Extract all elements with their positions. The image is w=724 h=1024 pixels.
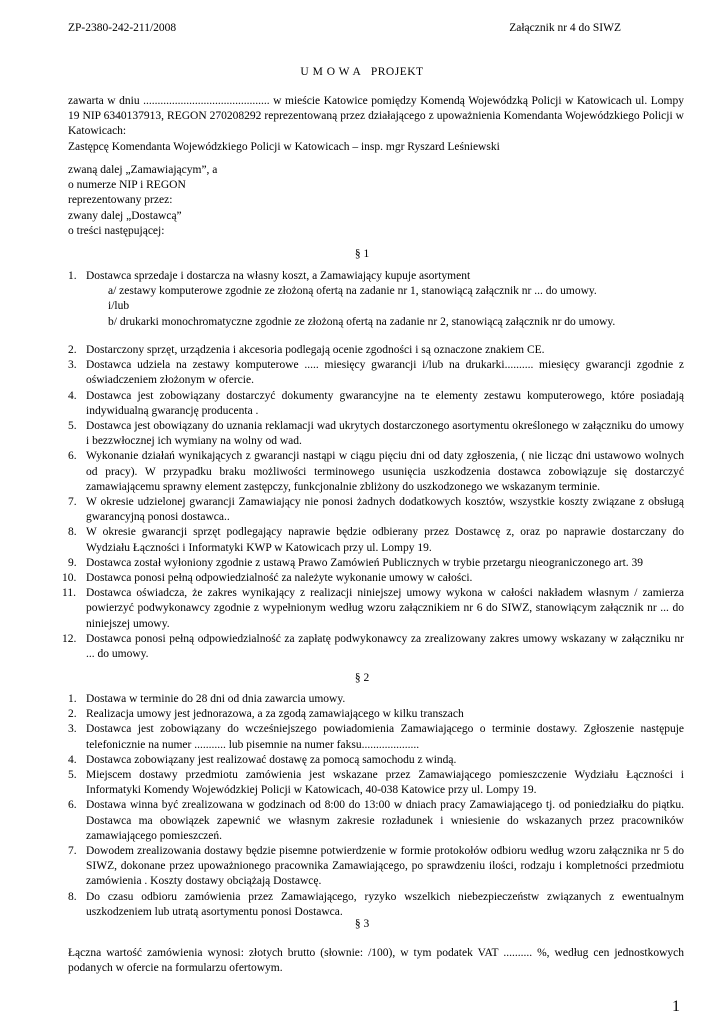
list-item xyxy=(68,343,684,358)
list-number: 3. xyxy=(68,359,77,372)
list-number: 2. xyxy=(68,344,77,356)
list-number: 7. xyxy=(68,845,77,858)
list-item xyxy=(68,707,684,722)
list-item xyxy=(68,556,684,571)
list-number: 11. xyxy=(62,587,76,600)
list-number: 6. xyxy=(68,799,77,812)
section-2-list xyxy=(68,692,684,920)
list-number: 10. xyxy=(62,572,77,585)
list-text: Dostawca został wyłoniony zgodnie z ustawą Prawo Zamówień Publicznych w trybie przetargu nieograniczonego art. 39 xyxy=(86,556,644,569)
list-item xyxy=(68,692,684,707)
list-text: Dostawca jest zobowiązany dostarczyć dokumenty gwarancyjne na te elementy zestawu komputerowego, które posiadają indywidualną gwarancję producenta . xyxy=(86,389,684,417)
list-text: Miejscem dostawy przedmiotu zamówienia jest wskazane przez Zamawiającego pomieszczenie Wydziału Łączności i Informatyki Komendy Wojewódzkiej Policji w Katowicach, 40-038 Katowice przy ul. Lompy 19. xyxy=(86,769,684,797)
section-3-paragraph: Łączna wartość zamówienia wynosi: złotych brutto (słownie: /100), w tym podatek VAT .......... %, według cen jednostkowych podanych w ofercie na formularzu ofertowym. xyxy=(68,947,684,975)
list-item xyxy=(68,844,684,890)
list-number: 3. xyxy=(68,723,77,736)
party-line: o treści następującej: xyxy=(68,224,165,237)
party-line: o numerze NIP i REGON xyxy=(68,179,186,192)
list-text: W okresie udzielonej gwarancji Zamawiający nie ponosi żadnych dodatkowych kosztów, wszystkie koszty związane z obsługą gwarancyjną ponosi dostawca.. xyxy=(86,496,684,524)
list-item xyxy=(68,449,684,495)
list-number: 8. xyxy=(68,526,77,539)
party-line: zwaną dalej „Zamawiającym”, a xyxy=(68,164,218,176)
list-text: Do czasu odbioru zamówienia przez Zamawiającego, ryzyko wszelkich niebezpieczeństw związanych z ewentualnym uszkodzeniem lub utratą asortymentu ponosi Dostawca. xyxy=(86,890,684,918)
section-1-item-1 xyxy=(68,269,684,330)
section-2-heading: § 2 xyxy=(354,672,370,684)
list-item xyxy=(68,419,684,449)
list-text: Dostawca ponosi pełną odpowiedzialność za zapłatę podwykonawcy za zrealizowany zakres umowy wskazany w załączniku nr ... do umowy. xyxy=(86,632,684,661)
list-text: Wykonanie działań wynikających z gwarancji nastąpi w ciągu pięciu dni od daty zgłoszenia, ( nie licząc dni ustawowo wolnych od pracy). W przypadku braku możliwości terminowego usunięcia uszkodzenia dostawca zobowiązuje się dostarczyć zamawiającemu sprawny element zastępczy, funkcjonalnie zbliżony do uszkodzonego we wskazanym terminie. xyxy=(86,450,684,493)
sub-item-a: a/ zestawy komputerowe zgodnie ze złożoną ofertą na zadanie nr 1, stanowiącą załącznik nr ... do umowy. xyxy=(108,285,597,298)
list-number: 4. xyxy=(68,389,77,402)
sub-item-b: b/ drukarki monochromatyczne zgodnie ze złożoną ofertą na zadanie nr 2, stanowiącą załącznik nr do umowy. xyxy=(108,315,616,328)
list-text: Dostawa w terminie do 28 dni od dnia zawarcia umowy. xyxy=(86,693,346,705)
list-text: Dostawca ponosi pełną odpowiedzialność za należyte wykonanie umowy w całości. xyxy=(86,572,473,585)
list-number: 4. xyxy=(68,753,77,766)
list-item xyxy=(68,753,684,768)
list-item xyxy=(62,571,684,586)
page-number: 1 xyxy=(672,998,680,1015)
list-number: 8. xyxy=(68,890,77,903)
list-item xyxy=(68,768,684,798)
list-item xyxy=(68,798,684,844)
list-text: Dostawa winna być zrealizowana w godzinach od 8:00 do 13:00 w dniach pracy Zamawiającego tj. od poniedziałku do piątku. Dostawca ma obowiązek zapewnić we własnym zakresie rozładunek i wniesienie do wskazanych przez pracowników zamawiającego pomieszczeń. xyxy=(86,799,684,842)
case-number: ZP-2380-242-211/2008 xyxy=(68,22,177,34)
list-number: 5. xyxy=(68,769,77,782)
section-1-list xyxy=(62,343,684,662)
list-item: 1. Dostawca sprzedaje i dostarcza na własny koszt, a Zamawiający kupuje asortyment a/ zestawy komputerowe zgodnie ze złożoną ofertą na zadanie nr 1, stanowiącą załącznik nr ... do umowy. i/lub b/ drukarki monochromatyczne zgodnie ze złożoną ofertą na zadanie nr 2, stanowiącą załącznik nr do umowy. xyxy=(68,269,684,330)
list-number: 7. xyxy=(68,496,77,509)
attachment-label: Załącznik nr 4 do SIWZ xyxy=(509,22,621,34)
list-item xyxy=(68,722,684,752)
intro-paragraph: zawarta w dniu ............................................ w mieście Katowice pomiędzy Komendą Wojewódzką Policji w Katowicach ul. Lompy 19 NIP 6340137913, REGON 270208292 reprezentowaną przez działającego z upoważnienia Komendanta Wojewódzkiego Policji w Katowicach: xyxy=(68,95,684,138)
party-line: zwany dalej „Dostawcą” xyxy=(68,209,182,222)
list-item xyxy=(62,632,684,662)
list-item xyxy=(68,389,684,419)
list-text: W okresie gwarancji sprzęt podlegający naprawie będzie odbierany przez Dostawcę z, oraz po naprawie dostarczany do Wydziału Łączności i Informatyki KWP w Katowicach przy ul. Lompy 19. xyxy=(86,526,684,554)
intro-block xyxy=(68,94,684,155)
list-item xyxy=(62,586,684,632)
party-line: reprezentowany przez: xyxy=(68,194,173,207)
list-text: Dostawca oświadcza, że zakres wynikający z realizacji niniejszej umowy wykona w całości nakładem własnym / zamierza powierzyć podwykonawcy zgodnie z wypełnionym według wzoru załącznikiem nr 6 do SIWZ, stanowiącym załącznik nr ... do niniejszej umowy. xyxy=(86,587,684,630)
list-text: Dostarczony sprzęt, urządzenia i akcesoria podlegają ocenie zgodności i są oznaczone znakiem CE. xyxy=(86,344,545,356)
list-number: 2. xyxy=(68,708,77,721)
sub-item-or: i/lub xyxy=(108,300,130,313)
document-title: U M O W A PROJEKT xyxy=(300,66,424,78)
list-text: Dostawca jest obowiązany do uznania reklamacji wad ukrytych dostarczonego asortymentu określonego w załączniku do umowy i bezzwłocznej ich wymiany na wolny od wad. xyxy=(86,420,684,448)
section-1-heading: § 1 xyxy=(354,248,370,260)
list-number: 6. xyxy=(68,450,77,463)
list-item xyxy=(68,890,684,920)
list-text: Realizacja umowy jest jednorazowa, a za zgodą zamawiającego w kilku transzach xyxy=(86,708,464,721)
intro-representative: Zastępcę Komendanta Wojewódzkiego Policji w Katowicach – insp. mgr Ryszard Leśniewski xyxy=(68,140,500,153)
section-3-heading: § 3 xyxy=(354,918,370,930)
list-number: 12. xyxy=(62,632,77,645)
list-text: Dostawca zobowiązany jest realizować dostawę za pomocą samochodu z windą. xyxy=(86,753,457,766)
list-item xyxy=(68,495,684,525)
parties-block xyxy=(68,163,684,239)
list-item xyxy=(68,525,684,555)
list-text: Dowodem zrealizowania dostawy będzie pisemne potwierdzenie w formie protokołów odbioru według wzoru załącznika nr 5 do SIWZ, dokonane przez upoważnionego pracownika Zamawiającego, po sprawdzeniu ilości, rodzaju i kompletności przedmiotu zamówienia . Koszty dostawy obciążają Dostawcę. xyxy=(86,845,684,888)
list-text: Dostawca udziela na zestawy komputerowe ..... miesięcy gwarancji i/lub na drukarki.......... miesięcy gwarancji zgodnie z oświadczeniem złożonym w ofercie. xyxy=(86,359,684,387)
list-number: 5. xyxy=(68,420,77,433)
list-number: 9. xyxy=(68,556,77,569)
list-text: Dostawca jest zobowiązany do wcześniejszego powiadomienia Zamawiającego o terminie dostawy. Zgłoszenie następuje telefonicznie na numer ........... lub pisemnie na numer faksu.................... xyxy=(86,723,684,751)
list-item xyxy=(68,358,684,388)
list-number: 1. xyxy=(68,693,77,705)
